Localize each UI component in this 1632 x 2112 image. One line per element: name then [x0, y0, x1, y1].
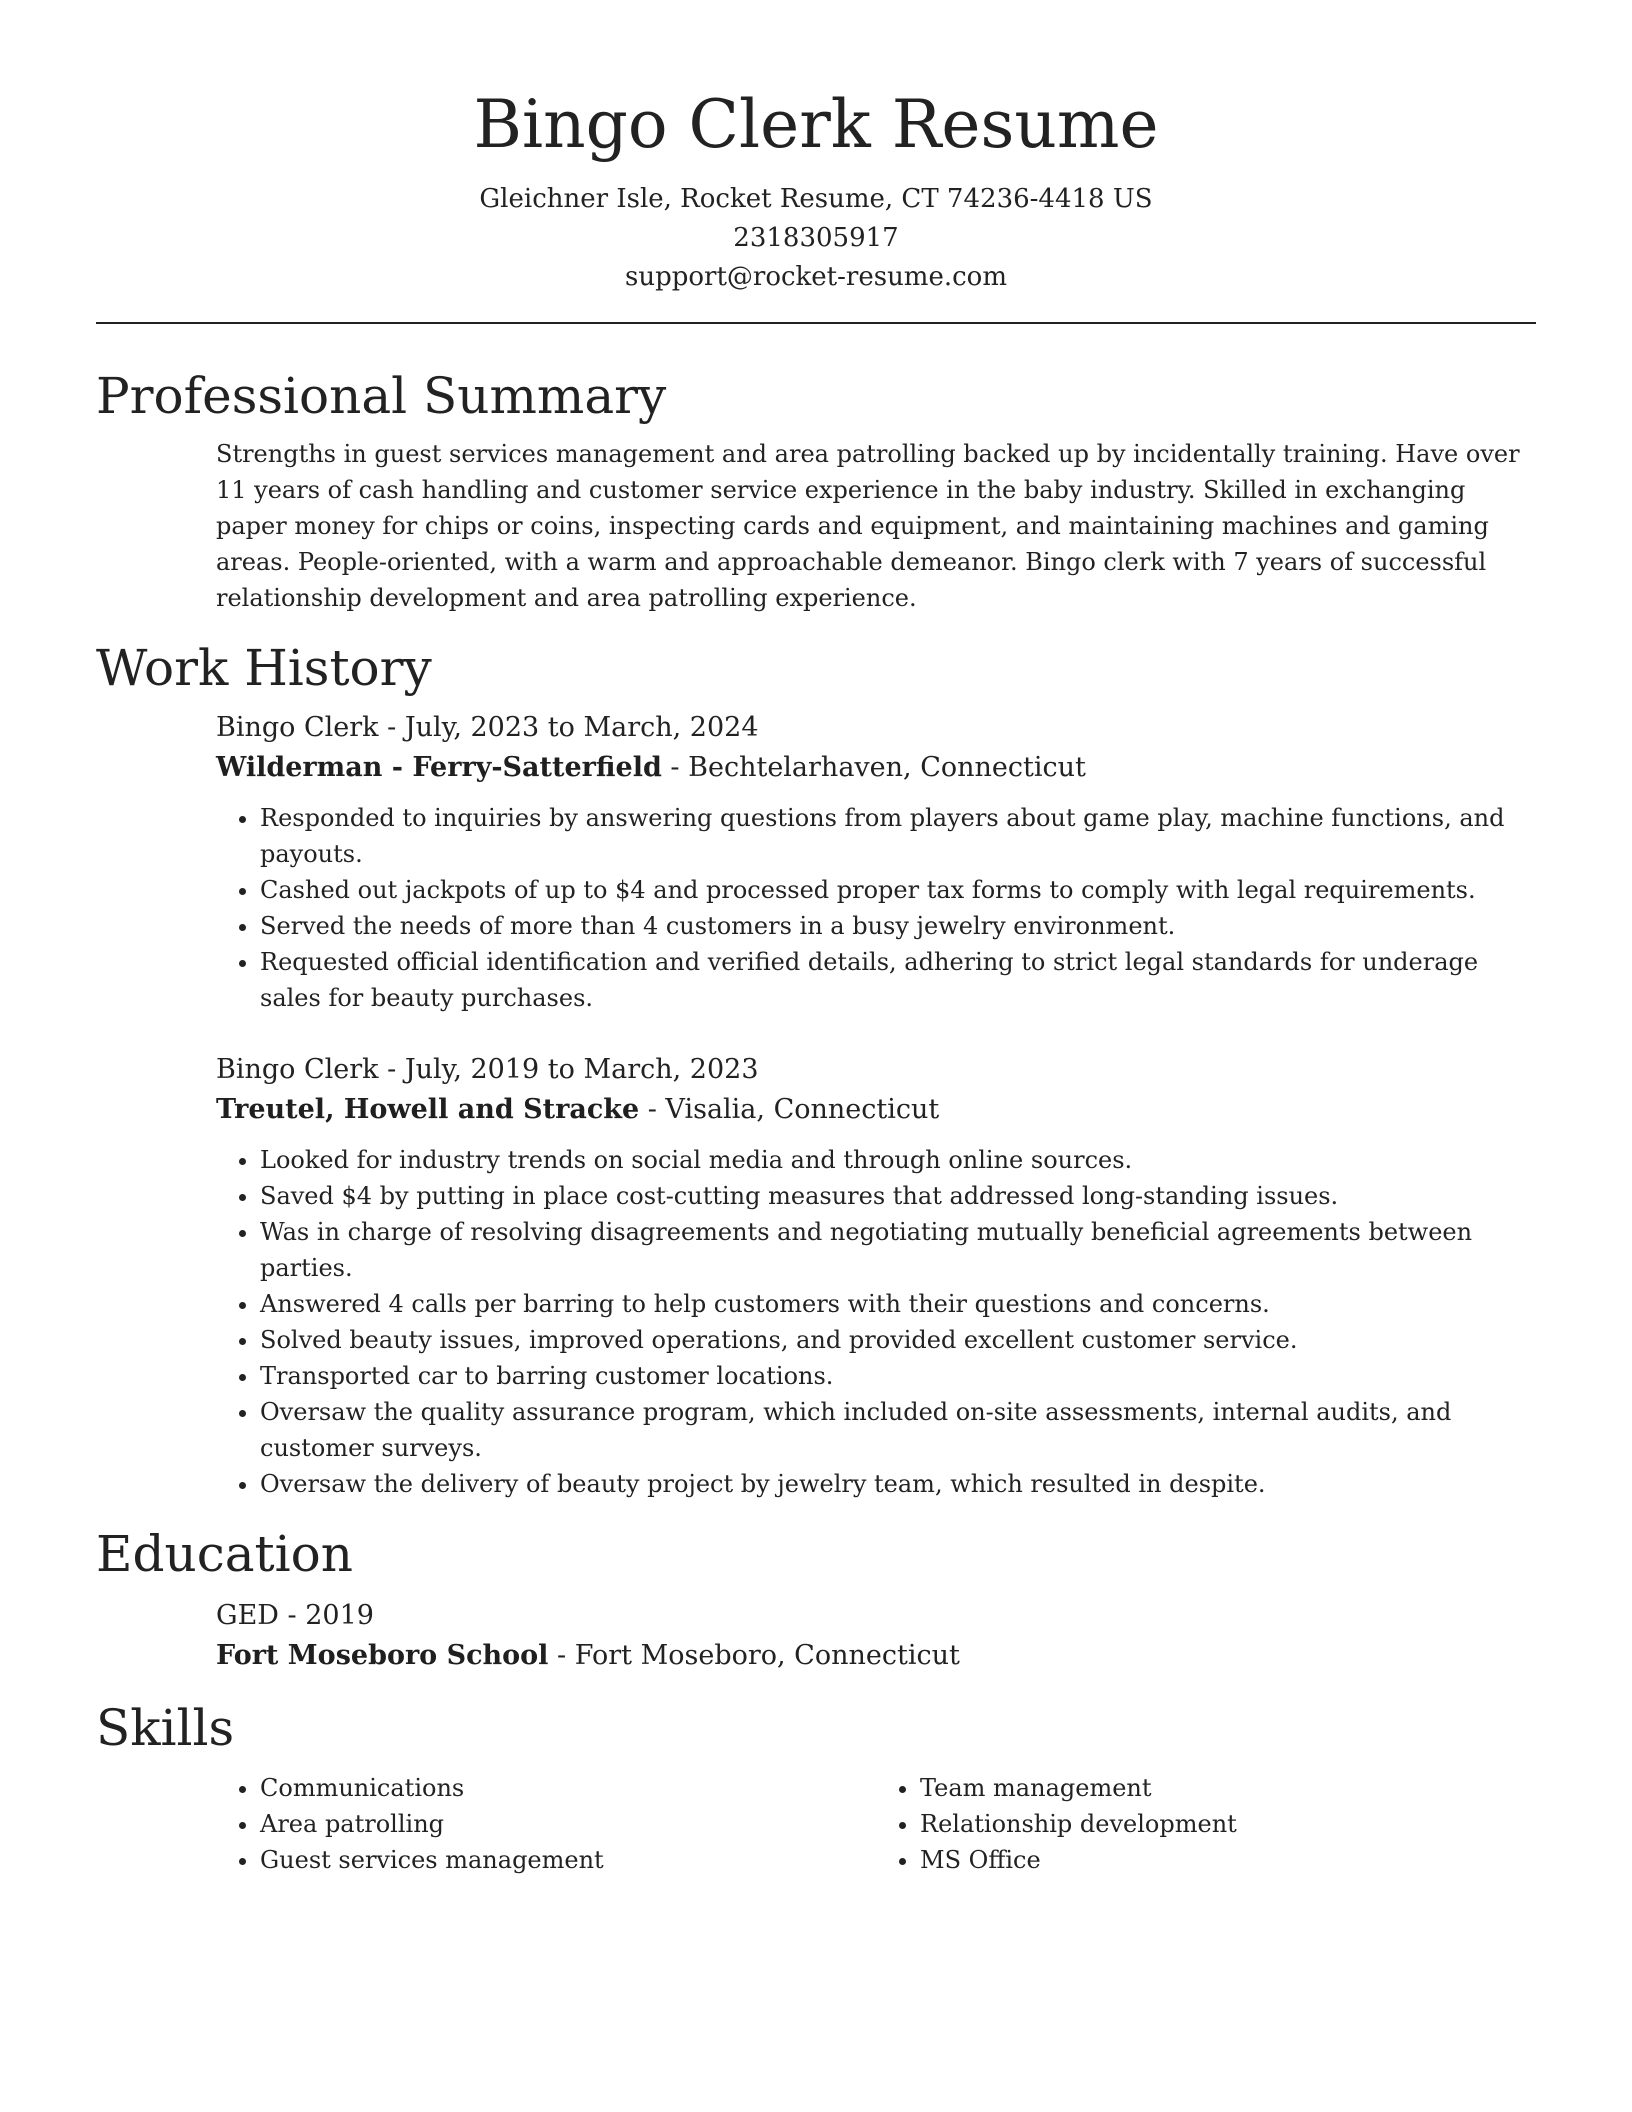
- education-heading: Education: [96, 1525, 353, 1583]
- list-item: • Requested official identification and verified details, adhering to strict legal standards for underage sales for beauty purchases.: [260, 944, 1536, 1016]
- list-item: • Saved $4 by putting in place cost-cutting measures that addressed long-standing issues.: [260, 1178, 1536, 1214]
- work-history-list: [96, 708, 1536, 1502]
- contact-email: support@rocket-resume.com: [624, 262, 1007, 292]
- job-duties: [216, 800, 1536, 1016]
- job-role: Bingo Clerk: [216, 712, 379, 743]
- job-duties: [216, 1142, 1536, 1502]
- education-degree: GED - 2019: [216, 1600, 374, 1631]
- list-item: • Area patrolling: [260, 1806, 876, 1842]
- contact-phone: 2318305917: [733, 223, 899, 253]
- list-item: • Oversaw the quality assurance program, which included on-site assessments, internal audits, and customer surveys.: [260, 1394, 1536, 1466]
- skills-column-left: [216, 1770, 876, 1878]
- skills-column-right: [876, 1770, 1536, 1878]
- list-item: • Solved beauty issues, improved operations, and provided excellent customer service.: [260, 1322, 1536, 1358]
- summary-heading: Professional Summary: [96, 367, 667, 425]
- work-history-heading: Work History: [96, 639, 432, 697]
- list-item: • Relationship development: [920, 1806, 1536, 1842]
- job-location: - Bechtelarhaven, Connecticut: [661, 752, 1086, 783]
- list-item: • Team management: [920, 1770, 1536, 1806]
- list-item: • Communications: [260, 1770, 876, 1806]
- job-title-line: [216, 708, 1536, 748]
- skills-list: [96, 1770, 1536, 1878]
- list-item: • Was in charge of resolving disagreements and negotiating mutually beneficial agreements between parties.: [260, 1214, 1536, 1286]
- job-company: Wilderman - Ferry-Satterfield: [216, 752, 662, 783]
- contact-address: Gleichner Isle, Rocket Resume, CT 74236-4418 US: [479, 184, 1153, 214]
- resume-name: Bingo Clerk Resume: [473, 86, 1159, 163]
- job-entry: [216, 708, 1536, 1016]
- education-entry: [96, 1596, 1536, 1676]
- list-item: • Oversaw the delivery of beauty project by jewelry team, which resulted in despite.: [260, 1466, 1536, 1502]
- skills-heading: Skills: [96, 1699, 235, 1757]
- list-item: • Responded to inquiries by answering questions from players about game play, machine functions, and payouts.: [260, 800, 1536, 872]
- education-location: - Fort Moseboro, Connecticut: [548, 1640, 960, 1671]
- education-school-line: [216, 1636, 1536, 1676]
- list-item: • Cashed out jackpots of up to $4 and processed proper tax forms to comply with legal requirements.: [260, 872, 1536, 908]
- summary-text: Strengths in guest services management and area patrolling backed up by incidentally training. Have over 11 years of cash handling and customer service experience in the baby industry. Skilled in exchanging paper money for chips or coins, inspecting cards and equipment, and maintaining machines and gaming areas. People-oriented, with a warm and approachable demeanor. Bingo clerk with 7 years of successful relationship development and area patrolling experience.: [216, 440, 1520, 612]
- job-title-line: [216, 1050, 1536, 1090]
- job-dates: - July, 2023 to March, 2024: [378, 712, 759, 743]
- job-company-line: [216, 748, 1536, 788]
- list-item: • Answered 4 calls per barring to help customers with their questions and concerns.: [260, 1286, 1536, 1322]
- list-item: • Guest services management: [260, 1842, 876, 1878]
- header-divider: [96, 322, 1536, 324]
- list-item: • Looked for industry trends on social media and through online sources.: [260, 1142, 1536, 1178]
- list-item: • Transported car to barring customer locations.: [260, 1358, 1536, 1394]
- job-role: Bingo Clerk: [216, 1054, 379, 1085]
- contact-info: [96, 180, 1536, 297]
- job-entry: [216, 1050, 1536, 1502]
- list-item: • Served the needs of more than 4 customers in a busy jewelry environment.: [260, 908, 1536, 944]
- list-item: • MS Office: [920, 1842, 1536, 1878]
- job-company: Treutel, Howell and Stracke: [216, 1094, 640, 1125]
- job-company-line: [216, 1090, 1536, 1130]
- resume-header: [96, 80, 1536, 297]
- job-location: - Visalia, Connecticut: [639, 1094, 940, 1125]
- job-dates: - July, 2019 to March, 2023: [378, 1054, 759, 1085]
- education-school: Fort Moseboro School: [216, 1640, 549, 1671]
